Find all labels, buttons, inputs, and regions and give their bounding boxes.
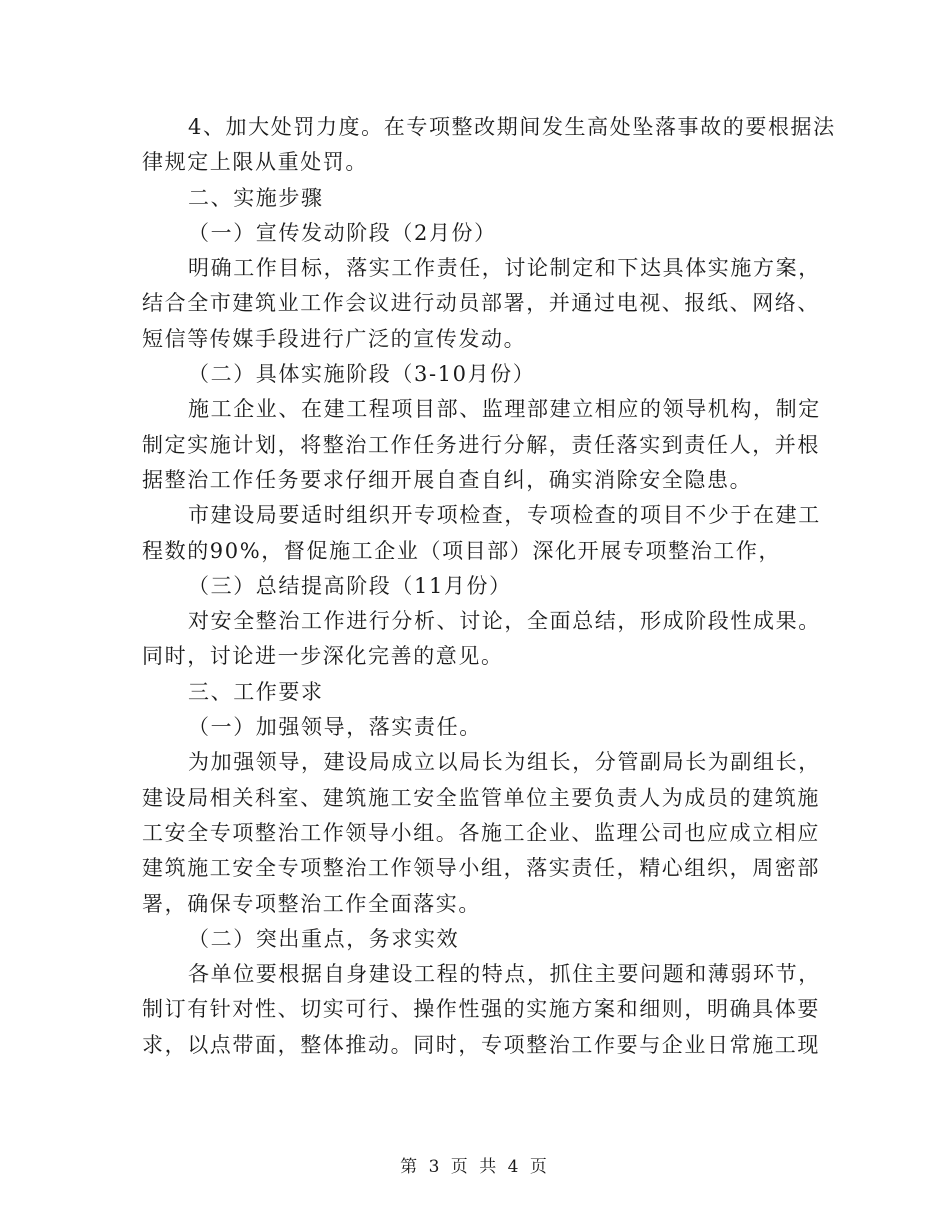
paragraph-line: 律规定上限从重处罚。	[142, 150, 368, 175]
subsection-heading: （一）宣传发动阶段（2月份）	[188, 220, 497, 245]
paragraph-line: 结合全市建筑业工作会议进行动员部署，并通过电视、报纸、网络、	[142, 291, 820, 316]
section-heading: 二、实施步骤	[188, 185, 324, 210]
paragraph-line: 据整治工作任务要求仔细开展自查自纠，确实消除安全隐患。	[142, 467, 753, 492]
paragraph-line: 署，确保专项整治工作全面落实。	[142, 891, 481, 916]
paragraph-line: 程数的90%，督促施工企业（项目部）深化开展专项整治工作，	[142, 538, 782, 563]
paragraph-line: 4、加大处罚力度。在专项整改期间发生高处坠落事故的要根据法	[188, 115, 836, 139]
section-heading: 三、工作要求	[188, 679, 324, 704]
document-body	[142, 110, 836, 1063]
paragraph-line: 施工企业、在建工程项目部、监理部建立相应的领导机构，制定	[188, 397, 821, 422]
paragraph-line: 同时，讨论进一步深化完善的意见。	[142, 644, 504, 669]
page-number-footer: 第 3 页 共 4 页	[400, 1157, 550, 1177]
paragraph-line: 建设局相关科室、建筑施工安全监管单位主要负责人为成员的建筑施	[142, 785, 820, 810]
paragraph-line: 明确工作目标，落实工作责任，讨论制定和下达具体实施方案，	[188, 256, 821, 281]
subsection-heading: （二）突出重点，务求实效	[188, 926, 460, 951]
paragraph-line: 为加强领导，建设局成立以局长为组长，分管副局长为副组长，	[188, 750, 821, 775]
subsection-heading: （二）具体实施阶段（3-10月份）	[188, 362, 536, 387]
paragraph-line: 工安全专项整治工作领导小组。各施工企业、监理公司也应成立相应	[142, 820, 820, 845]
paragraph-line: 短信等传媒手段进行广泛的宣传发动。	[142, 326, 527, 351]
paragraph-line: 制订有针对性、切实可行、操作性强的实施方案和细则，明确具体要	[142, 997, 820, 1022]
subsection-heading: （一）加强领导，落实责任。	[188, 715, 482, 740]
subsection-heading: （三）总结提高阶段（11月份）	[188, 573, 512, 598]
paragraph-line: 对安全整治工作进行分析、讨论，全面总结，形成阶段性成果。	[188, 609, 821, 634]
paragraph-line: 市建设局要适时组织开专项检查，专项检查的项目不少于在建工	[188, 503, 821, 528]
paragraph-line: 各单位要根据自身建设工程的特点，抓住主要问题和薄弱环节，	[188, 962, 821, 987]
paragraph-line: 建筑施工安全专项整治工作领导小组，落实责任，精心组织，周密部	[142, 856, 820, 881]
paragraph-line: 求，以点带面，整体推动。同时，专项整治工作要与企业日常施工现	[142, 1032, 820, 1057]
paragraph-line: 制定实施计划，将整治工作任务进行分解，责任落实到责任人，并根	[142, 432, 820, 457]
